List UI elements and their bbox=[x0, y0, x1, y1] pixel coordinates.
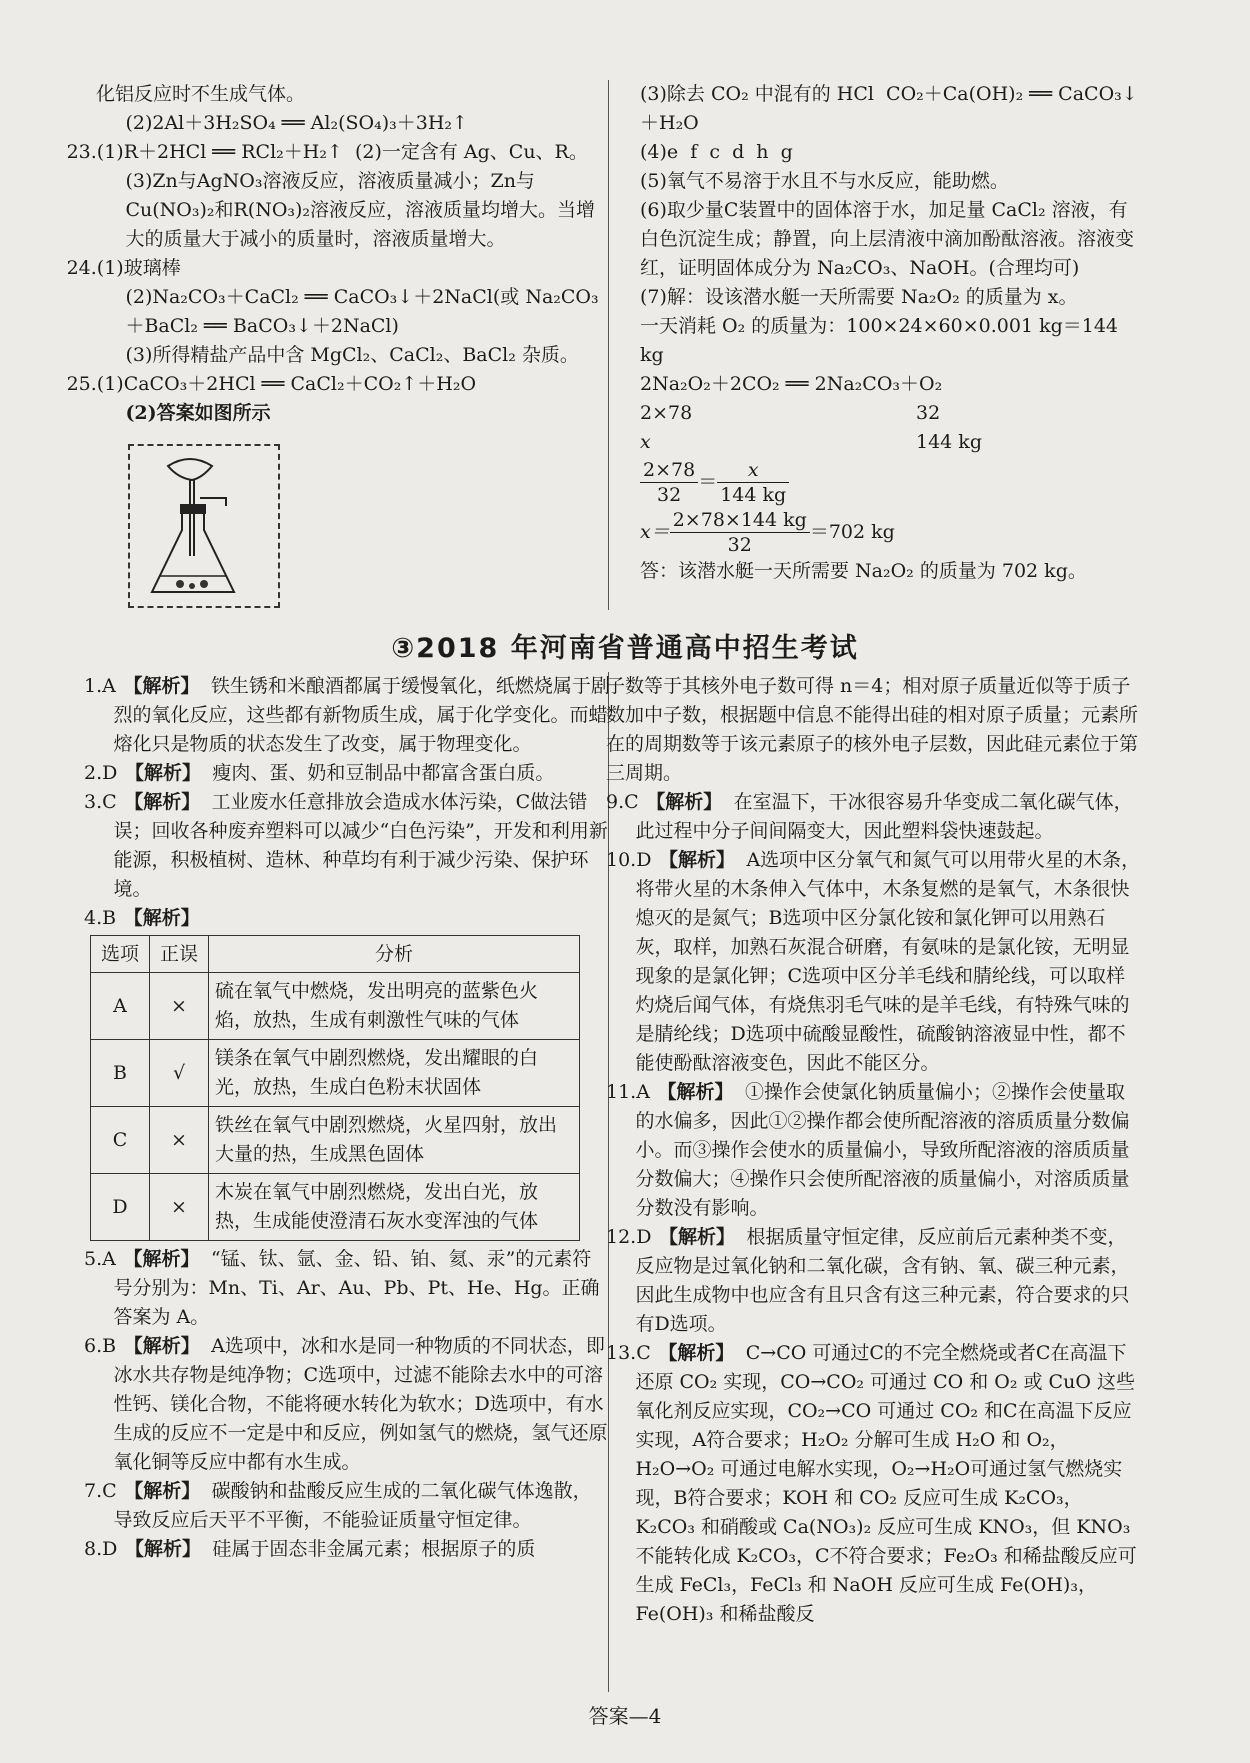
explanation-text: 硅属于固态非金属元素；根据原子的质 bbox=[212, 1538, 536, 1560]
question-number: 4.B bbox=[84, 907, 117, 929]
fraction-numerator: 2×78×144 kg bbox=[670, 508, 810, 533]
explanation-text: 根据质量守恒定律，反应前后元素种类不变，反应物是过氧化钠和二氧化碳，含有钠、氧、碳三种元素，因此生成物中也应含有且只含有这三种元素，符合要求的只有D选项。 bbox=[635, 1226, 1130, 1335]
explanation-text: 在室温下，干冰很容易升华变成二氧化碳气体，此过程中分子间间隔变大，因此塑料袋快速鼓起。 bbox=[635, 791, 1133, 842]
table-header: 选项 bbox=[91, 936, 150, 973]
question-number: 13.C bbox=[606, 1342, 651, 1364]
answer-6: (6)取少量C装置中的固体溶于水，加足量 CaCl₂ 溶液，有白色沉淀生成；静置，向上层清液中滴加酚酞溶液。溶液变红，证明固体成分为 Na₂CO₃、NaOH。(合理均可) bbox=[640, 199, 1135, 279]
answer-list bbox=[606, 672, 1142, 1629]
jiexi-tag: 【解析】 bbox=[123, 1335, 200, 1357]
explanation-text: A选项中，冰和水是同一种物质的不同状态，即冰水共存物是纯净物；C选项中，过滤不能除去水中的可溶性钙、镁化合物，不能将硬水转化为软水；D选项中，有水生成的反应不一定是中和反应，例如氢气的燃烧，氢气还原氧化铜等反应中都有水生成。 bbox=[113, 1335, 608, 1473]
explanation-text: 铁生锈和米酿酒都属于缓慢氧化，纸燃烧属于剧烈的氧化反应，这些都有新物质生成，属于化学变化。而蜡熔化只是物质的状态发生了改变，属于物理变化。 bbox=[113, 675, 610, 755]
jiexi-tag: 【解析】 bbox=[123, 1248, 200, 1270]
answer-5: (5)氧气不易溶于水且不与水反应，能助燃。 bbox=[640, 170, 1009, 192]
jiexi-tag: 【解析】 bbox=[658, 1342, 735, 1364]
question-number: 9.C bbox=[606, 791, 639, 813]
list-item bbox=[606, 1078, 1142, 1223]
fraction bbox=[640, 458, 698, 507]
jiexi-tag: 【解析】 bbox=[123, 675, 200, 697]
table-cell: × bbox=[150, 973, 209, 1040]
mass-left: 2×78 bbox=[640, 402, 693, 424]
list-item bbox=[606, 788, 1142, 846]
fraction-denominator: 32 bbox=[727, 533, 752, 556]
top-left-column bbox=[66, 80, 606, 428]
question-number: 10.D bbox=[606, 849, 652, 871]
list-item bbox=[84, 672, 610, 759]
table-cell: D bbox=[91, 1174, 150, 1241]
answer-23-1: 23.(1)R＋2HCl ══ RCl₂＋H₂↑ (2)一定含有 Ag、Cu、R。 bbox=[66, 141, 588, 163]
solve-equation bbox=[640, 507, 1140, 557]
answer-7-mass: 一天消耗 O₂ 的质量为：100×24×60×0.001 kg＝144 kg bbox=[640, 315, 1125, 366]
equals-sign: ＝ bbox=[698, 470, 718, 493]
question-number: 8.D bbox=[84, 1538, 118, 1560]
answer-24-3: (3)所得精盐产品中含 MgCl₂、CaCl₂、BaCl₂ 杂质。 bbox=[125, 344, 579, 366]
table-row bbox=[91, 1107, 580, 1174]
explanation-text: C→CO 可通过C的不完全燃烧或者C在高温下还原 CO₂ 实现，CO→CO₂ 可通过 CO 和 O₂ 或 CuO 这些氧化剂反应实现，CO₂→CO 可通过 CO₂ 和C在高温下反应实现，A符合要求；H₂O₂ 分解可生成 H₂O 和 O₂，H₂O→O₂ 可通过电解水实现，O₂→H₂O可通过氢气燃烧实现，B符合要求；KOH 和 CO₂ 反应可生成 K₂CO₃，K₂CO₃ 和硝酸或 Ca(NO₃)₂ 反应可生成 KNO₃，但 KNO₃ 不能转化成 K₂CO₃，C不符合要求；Fe₂O₃ 和稀盐酸反应可生成 FeCl₃，FeCl₃ 和 NaOH 反应可生成 Fe(OH)₃，Fe(OH)₃ 和稀盐酸反 bbox=[635, 1342, 1137, 1625]
table-cell: 硫在氧气中燃烧，发出明亮的蓝紫色火焰，放热，生成有刺激性气味的气体 bbox=[209, 973, 580, 1040]
bottom-right-column bbox=[606, 672, 1142, 1629]
question-number: 3.C bbox=[84, 791, 117, 813]
table-header: 正误 bbox=[150, 936, 209, 973]
table-cell: A bbox=[91, 973, 150, 1040]
list-item bbox=[84, 759, 610, 788]
fraction bbox=[670, 508, 810, 557]
jiexi-tag: 【解析】 bbox=[123, 907, 200, 929]
table-header: 分析 bbox=[209, 936, 580, 973]
jiexi-tag: 【解析】 bbox=[124, 791, 201, 813]
question-number: 5.A bbox=[84, 1248, 116, 1270]
table-cell: √ bbox=[150, 1040, 209, 1107]
table-cell: B bbox=[91, 1040, 150, 1107]
x-result: ＝702 kg bbox=[809, 520, 895, 543]
explanation-text: A选项中区分氧气和氮气可以用带火星的木条，将带火星的木条伸入气体中，木条复燃的是氧气，木条很快熄灭的是氮气；B选项中区分氯化铵和氯化钾可以用熟石灰，取样，加熟石灰混合研磨，有氨味的是氯化铵，无明显现象的是氯化钾；C选项中区分羊毛线和腈纶线，可以取样灼烧后闻气体，有烧焦羽毛气味的是羊毛线，有特殊气味的是腈纶线；D选项中硫酸显酸性，硫酸钠溶液显中性，都不能使酚酞溶液变色，因此不能区分。 bbox=[635, 849, 1141, 1074]
answer-4: (4)e f c d h g bbox=[640, 141, 793, 163]
explanation-text: “锰、钛、氩、金、铅、铂、氦、汞”的元素符号分别为：Mn、Ti、Ar、Au、Pb、Pt、He、Hg。正确答案为 A。 bbox=[113, 1248, 600, 1328]
section-title: ③2018 年河南省普通高中招生考试 bbox=[391, 633, 859, 664]
list-item bbox=[84, 904, 610, 933]
apparatus-figure bbox=[128, 444, 280, 608]
answer-25-1: 25.(1)CaCO₃＋2HCl ══ CaCl₂＋CO₂↑＋H₂O bbox=[66, 373, 477, 395]
jiexi-tag: 【解析】 bbox=[124, 1538, 201, 1560]
answer-list bbox=[84, 1245, 610, 1564]
fraction-numerator: 2×78 bbox=[640, 458, 698, 483]
question-number: 12.D bbox=[606, 1226, 652, 1248]
question-number: 6.B bbox=[84, 1335, 117, 1357]
table-cell: × bbox=[150, 1174, 209, 1241]
jiexi-tag: 【解析】 bbox=[659, 1226, 736, 1248]
table-row bbox=[91, 1174, 580, 1241]
table-cell: 镁条在氧气中剧烈燃烧，发出耀眼的白光，放热，生成白色粉末状固体 bbox=[209, 1040, 580, 1107]
answer-24-2: (2)Na₂CO₃＋CaCl₂ ══ CaCO₃↓＋2NaCl(或 Na₂CO₃＋BaCl₂ ══ BaCO₃↓＋2NaCl) bbox=[125, 286, 599, 337]
list-item bbox=[606, 1339, 1142, 1629]
explanation-text: ①操作会使氯化钠质量偏小；②操作会使量取的水偏多，因此①②操作都会使所配溶液的溶质质量分数偏小。而③操作会使水的质量偏小，导致所配溶液的溶质质量分数偏大；④操作只会使所配溶液的质量偏小，对溶质质量分数没有影响。 bbox=[635, 1081, 1130, 1219]
fraction-numerator: x bbox=[717, 458, 789, 483]
answer-3: (3)除去 CO₂ 中混有的 HCl CO₂＋Ca(OH)₂ ══ CaCO₃↓＋H₂O bbox=[640, 83, 1138, 134]
fraction-denominator: 32 bbox=[657, 483, 682, 506]
explanation-text: 瘦肉、蛋、奶和豆制品中都富含蛋白质。 bbox=[212, 762, 555, 784]
answer-23-3: (3)Zn与AgNO₃溶液反应，溶液质量减小；Zn与Cu(NO₃)₂和R(NO₃)₂溶液反应，溶液质量均增大。当增大的质量大于减小的质量时，溶液质量增大。 bbox=[125, 170, 596, 250]
fraction-denominator: 144 kg bbox=[720, 483, 787, 506]
list-item bbox=[606, 846, 1142, 1078]
explanation-text: 碳酸钠和盐酸反应生成的二氧化碳气体逸散，导致反应后天平不平衡，不能验证质量守恒定律。 bbox=[113, 1480, 592, 1531]
fraction bbox=[717, 458, 789, 507]
column-divider-top bbox=[608, 80, 609, 610]
list-item bbox=[84, 1245, 610, 1332]
analysis-table bbox=[90, 935, 580, 1241]
text-line: (2)2Al＋3H₂SO₄ ══ Al₂(SO₄)₃＋3H₂↑ bbox=[125, 112, 468, 134]
answer-list bbox=[84, 672, 610, 933]
table-row bbox=[91, 973, 580, 1040]
chem-equation: 2Na₂O₂＋2CO₂ ══ 2Na₂CO₃＋O₂ bbox=[640, 373, 943, 395]
list-item bbox=[84, 788, 610, 904]
mass-right: 32 bbox=[916, 402, 941, 424]
bottom-left-column bbox=[84, 672, 610, 1564]
question-number: 2.D bbox=[84, 762, 118, 784]
explanation-text: 子数等于其核外电子数可得 n＝4；相对原子质量近似等于质子数加中子数，根据题中信息不能得出硅的相对原子质量；元素所在的周期数等于该元素原子的核外电子层数，因此硅元素位于第三周期。 bbox=[606, 675, 1139, 784]
list-item bbox=[84, 1332, 610, 1477]
jiexi-tag: 【解析】 bbox=[646, 791, 723, 813]
page-footer: 答案—4 bbox=[588, 1704, 662, 1728]
unknown-left: x bbox=[640, 431, 651, 453]
jiexi-tag: 【解析】 bbox=[657, 1081, 734, 1103]
jiexi-tag: 【解析】 bbox=[124, 762, 201, 784]
unknown-right: 144 kg bbox=[916, 431, 982, 453]
final-answer: 答：该潜水艇一天所需要 Na₂O₂ 的质量为 702 kg。 bbox=[640, 560, 1087, 582]
list-item bbox=[606, 1223, 1142, 1339]
table-cell: 铁丝在氧气中剧烈燃烧，火星四射，放出大量的热，生成黑色固体 bbox=[209, 1107, 580, 1174]
answer-25-2: (2)答案如图所示 bbox=[125, 402, 271, 424]
table-cell: C bbox=[91, 1107, 150, 1174]
answer-24-1: 24.(1)玻璃棒 bbox=[66, 257, 181, 279]
table-cell: 木炭在氧气中剧烈燃烧，发出白光，放热，生成能使澄清石灰水变浑浊的气体 bbox=[209, 1174, 580, 1241]
answer-7: (7)解：设该潜水艇一天所需要 Na₂O₂ 的质量为 x。 bbox=[640, 286, 1078, 308]
explanation-text: 工业废水任意排放会造成水体污染，C做法错误；回收各种废弃塑料可以减少“白色污染”，开发和利用新能源，积极植树、造林、种草均有利于减少污染、保护环境。 bbox=[113, 791, 608, 900]
jiexi-tag: 【解析】 bbox=[659, 849, 736, 871]
question-number: 7.C bbox=[84, 1480, 117, 1502]
table-header-row bbox=[91, 936, 580, 973]
text-line: 化铝反应时不生成气体。 bbox=[96, 83, 306, 105]
jiexi-tag: 【解析】 bbox=[124, 1480, 201, 1502]
ratio-equation bbox=[640, 457, 1140, 507]
list-item bbox=[606, 672, 1142, 788]
flask-with-funnel-icon bbox=[130, 446, 278, 606]
x-label: x＝ bbox=[640, 520, 670, 543]
table-cell: × bbox=[150, 1107, 209, 1174]
question-number: 11.A bbox=[606, 1081, 650, 1103]
mass-ratio-grid bbox=[640, 399, 1140, 457]
list-item bbox=[84, 1535, 610, 1564]
top-right-column bbox=[640, 80, 1140, 586]
question-number: 1.A bbox=[84, 675, 116, 697]
list-item bbox=[84, 1477, 610, 1535]
table-row bbox=[91, 1040, 580, 1107]
